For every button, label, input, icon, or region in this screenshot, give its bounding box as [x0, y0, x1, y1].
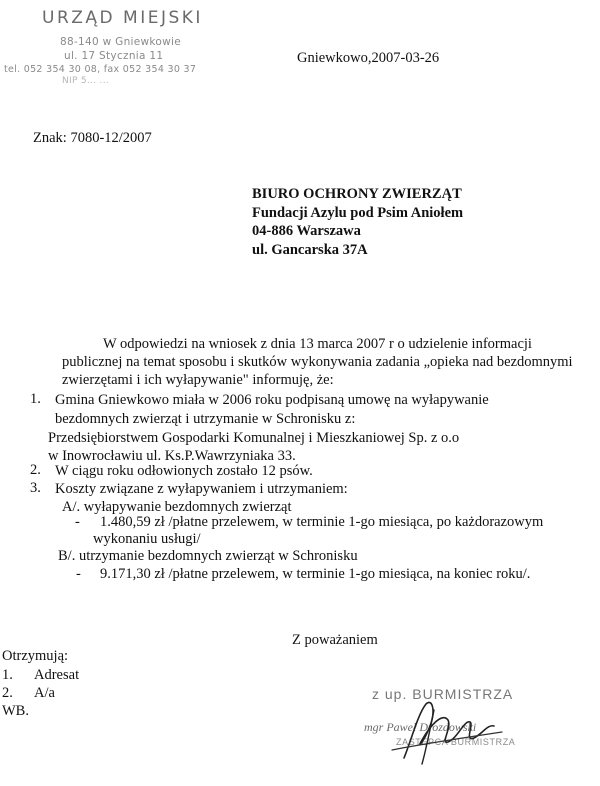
item-1-line-3: Przedsiębiorstwem Gospodarki Komunalnej i Mieszkaniowej Sp. z o.o: [48, 430, 460, 446]
cost-a-dash: -: [75, 514, 80, 530]
intro-line-3: zwierzętami i ich wyłapywanie" informuję, że:: [62, 372, 334, 388]
signature-subtitle: ZASTĘPCA BURMISTRZA: [396, 737, 516, 747]
closing-salutation: Z poważaniem: [292, 632, 378, 648]
cost-b-dash: -: [76, 566, 81, 582]
recipient-line-3: 04-886 Warszawa: [252, 223, 361, 239]
recipient-line-4: ul. Gancarska 37A: [252, 242, 368, 258]
handwritten-signature: [352, 680, 572, 780]
office-stamp: [2, 6, 242, 102]
cost-b-line-1: 9.171,30 zł /płatne przelewem, w terminie 1-go miesiąca, na koniec roku/.: [100, 566, 531, 582]
recipient-item-2: A/a: [34, 685, 55, 701]
stamp-street-line: ul. 17 Stycznia 11: [64, 50, 164, 62]
item-1-line-2: bezdomnych zwierząt i utrzymanie w Schronisku z:: [55, 411, 356, 427]
list-number-3: 3.: [30, 480, 41, 496]
letter-date: Gniewkowo,2007-03-26: [297, 50, 440, 66]
item-3-line-1: Koszty związane z wyłapywaniem i utrzymaniem:: [55, 481, 348, 497]
item-2-line-1: W ciągu roku odłowionych zostało 12 psów.: [55, 463, 313, 479]
stamp-nip-line: NIP 5... ...: [62, 76, 110, 86]
stamp-postal-line: 88-140 w Gniewkowie: [60, 36, 182, 48]
item-1-line-4: w Inowrocławiu ul. Ks.P.Wawrzyniaka 33.: [48, 448, 296, 464]
item-1-line-1: Gmina Gniewkowo miała w 2006 roku podpisaną umowę na wyłapywanie: [55, 392, 489, 408]
reference-number: Znak: 7080-12/2007: [33, 130, 152, 146]
list-number-2: 2.: [30, 462, 41, 478]
cost-a-line-1: 1.480,59 zł /płatne przelewem, w terminie 1-go miesiąca, po każdorazowym: [100, 514, 544, 530]
stamp-phone-line: tel. 052 354 30 08, fax 052 354 30 37: [4, 64, 197, 75]
recipient-number-2: 2.: [2, 685, 13, 701]
stamp-title: URZĄD MIEJSKI: [42, 8, 203, 28]
recipient-line-1: BIURO OCHRONY ZWIERZĄT: [252, 186, 462, 202]
signature-block: [352, 680, 572, 780]
cost-b-label: B/. utrzymanie bezdomnych zwierząt w Schronisku: [58, 548, 358, 564]
cost-a-line-2: wykonaniu usługi/: [93, 531, 201, 547]
recipient-item-1: Adresat: [34, 667, 80, 683]
list-number-1: 1.: [30, 391, 41, 407]
recipients-heading: Otrzymują:: [2, 648, 69, 664]
recipient-line-2: Fundacji Azylu pod Psim Aniołem: [252, 205, 464, 221]
cost-a-label: A/. wyłapywanie bezdomnych zwierząt: [62, 499, 292, 515]
recipients-wb: WB.: [2, 703, 29, 719]
signature-role: z up. BURMISTRZA: [372, 686, 514, 702]
intro-line-2: publicznej na temat sposobu i skutków wykonywania zadania „opieka nad bezdomnymi: [62, 354, 573, 370]
intro-line-1: W odpowiedzi na wniosek z dnia 13 marca 2007 r o udzielenie informacji: [103, 336, 532, 352]
signature-name: mgr Paweł Drozdowski: [364, 720, 477, 734]
recipient-number-1: 1.: [2, 667, 13, 683]
